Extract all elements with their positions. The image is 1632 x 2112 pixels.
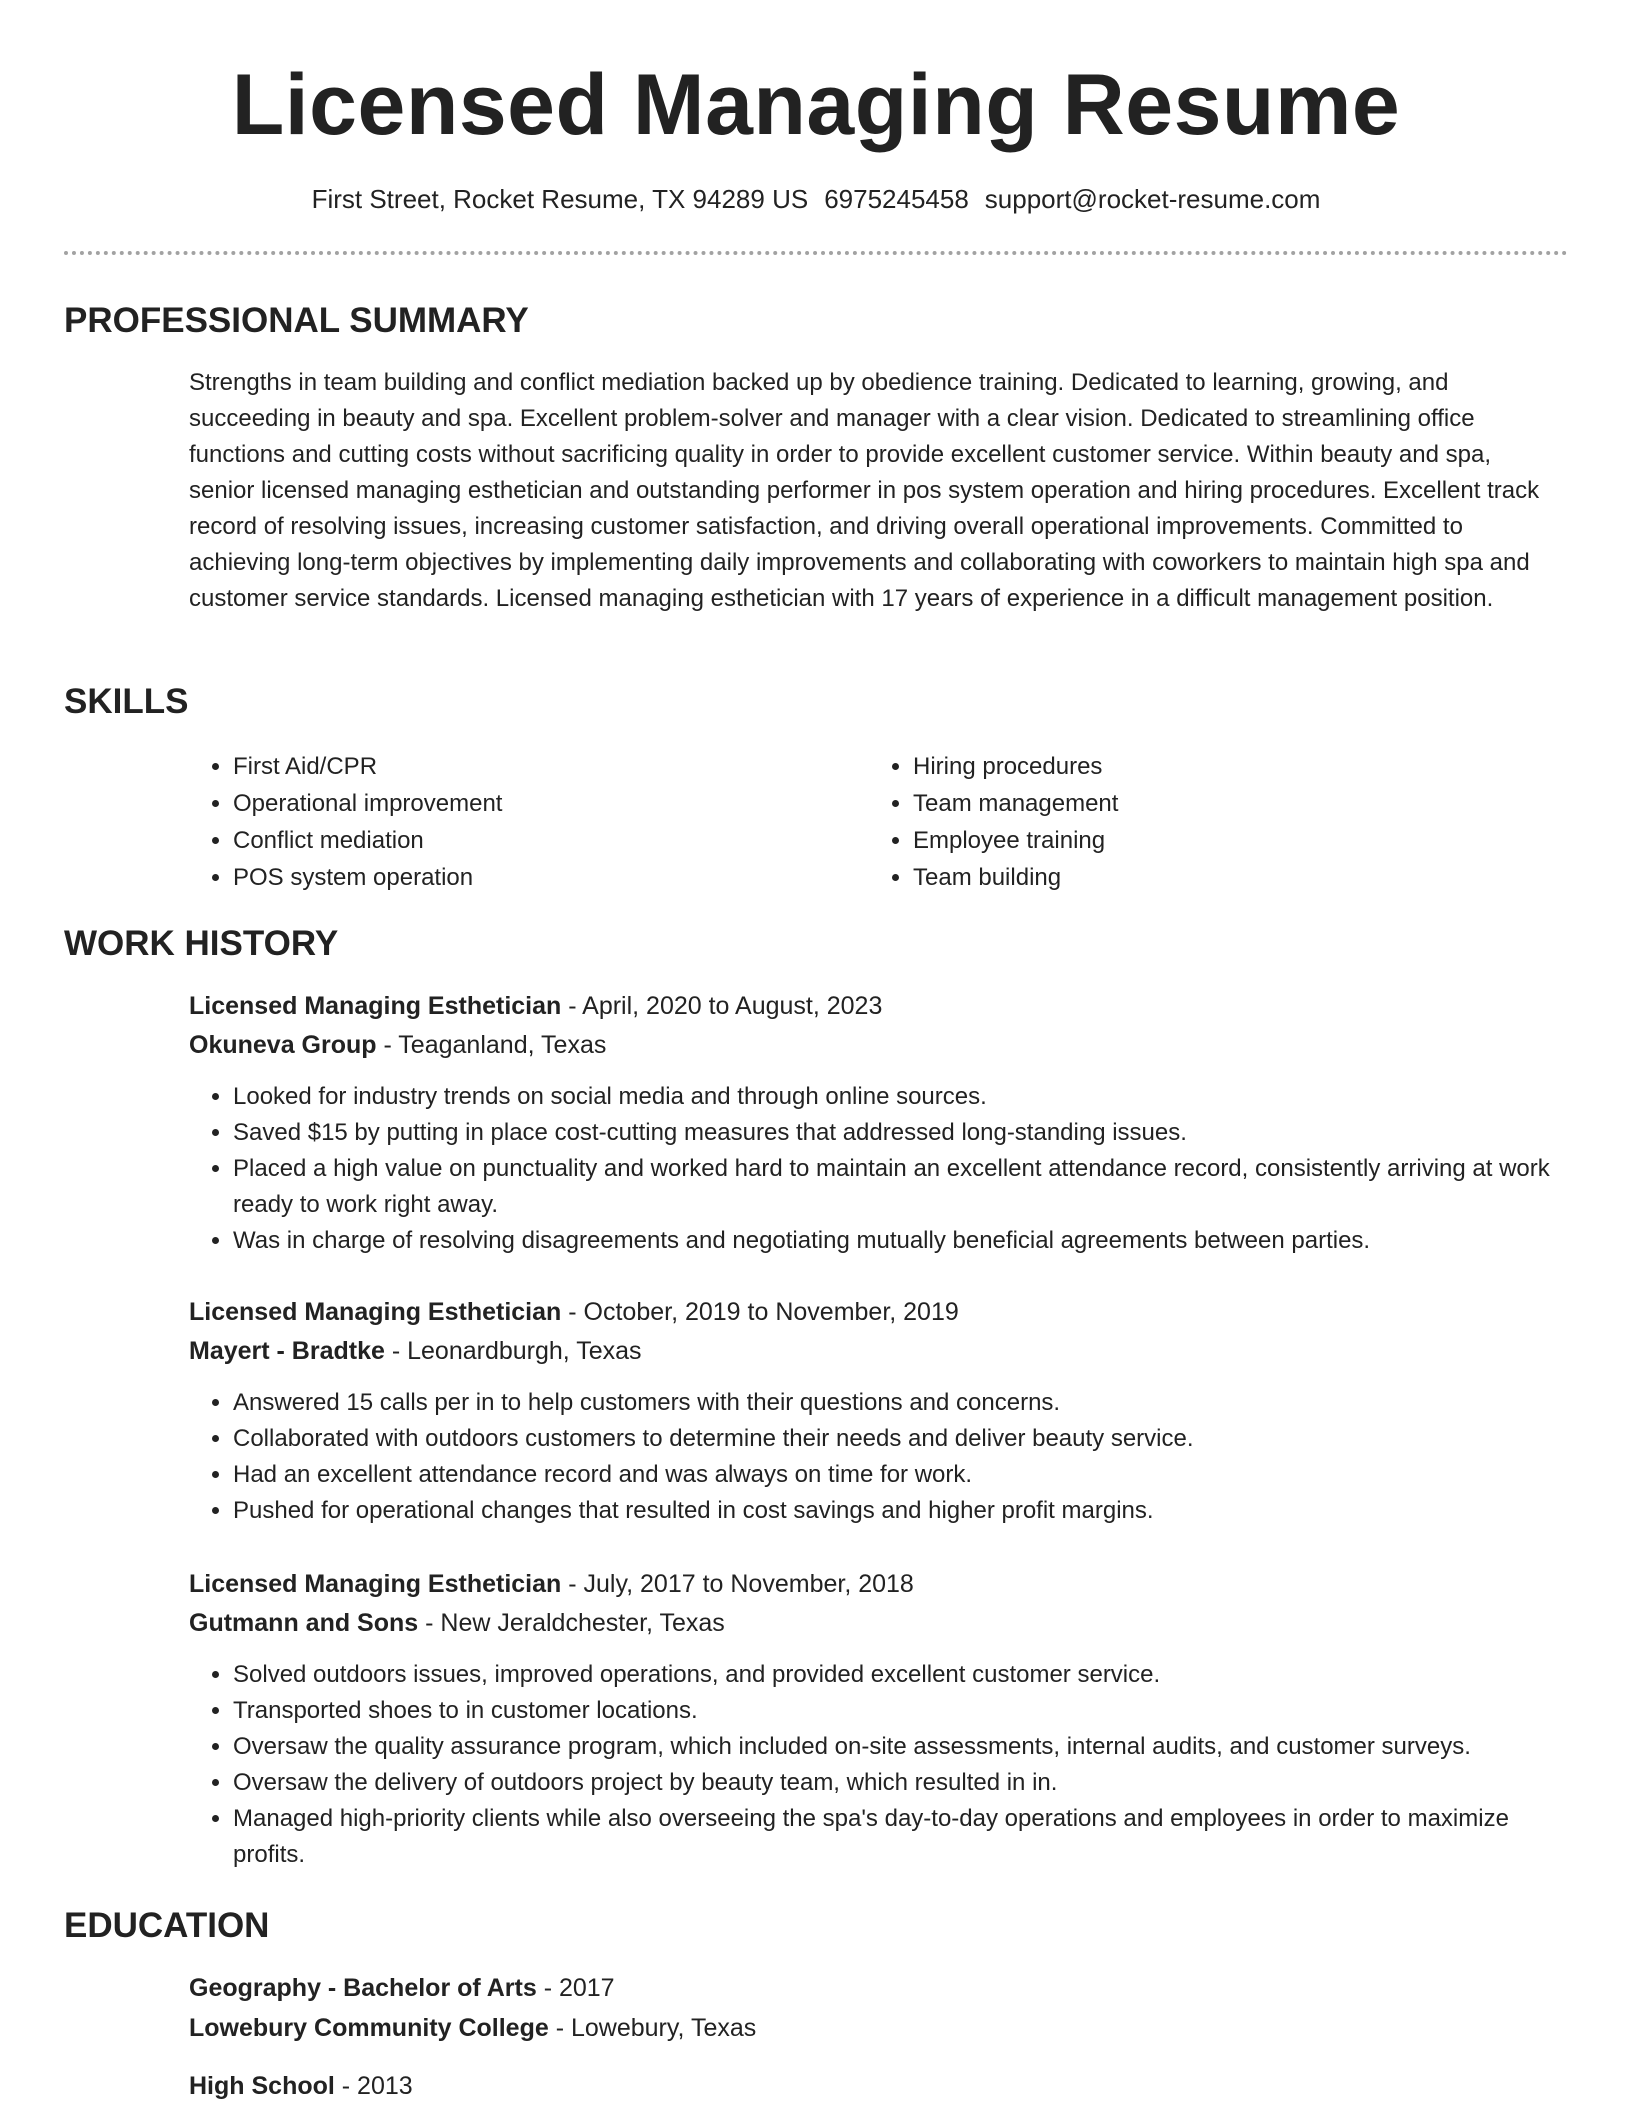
skill-item: • Employee training: [913, 822, 1118, 859]
job-company-line: [189, 1026, 1564, 1065]
education-entry: [189, 1968, 1559, 2048]
job-bullet: • Oversaw the quality assurance program, which included on-site assessments, internal audits, and customer surveys.: [233, 1729, 1564, 1765]
skill-item: • Hiring procedures: [913, 748, 1118, 785]
job-bullets: [189, 1657, 1564, 1873]
job-company-line: [189, 1332, 1564, 1371]
job-company: Okuneva Group: [189, 1031, 377, 1059]
education-location: - Lowebury, Texas: [548, 2014, 757, 2042]
work-history-heading: WORK HISTORY: [64, 924, 339, 963]
skill-item: • Conflict mediation: [233, 822, 502, 859]
skills-column-left: [189, 748, 502, 896]
job-entry: [189, 1565, 1564, 1873]
job-company: Gutmann and Sons: [189, 1609, 419, 1637]
summary-heading: PROFESSIONAL SUMMARY: [64, 301, 529, 340]
skill-item: • First Aid/CPR: [233, 748, 502, 785]
job-bullets: [189, 1079, 1564, 1259]
education-year: - 2013: [334, 2072, 413, 2100]
contact-line: [0, 182, 1632, 216]
resume-name: Licensed Managing Resume: [231, 57, 1401, 153]
job-location: - Leonardburgh, Texas: [384, 1337, 642, 1365]
job-bullet: • Placed a high value on punctuality and worked hard to maintain an excellent attendance record, consistently arriving at work ready to work right away.: [233, 1151, 1564, 1223]
job-title: Licensed Managing Esthetician: [189, 992, 562, 1020]
skills-heading: SKILLS: [64, 682, 189, 721]
job-dates: - April, 2020 to August, 2023: [561, 992, 883, 1020]
job-dates: - July, 2017 to November, 2018: [561, 1570, 914, 1598]
contact-email: support@rocket-resume.com: [984, 184, 1321, 214]
education-school: Lowebury Community College: [189, 2014, 549, 2042]
job-bullets: [189, 1385, 1564, 1529]
job-title-line: [189, 987, 1564, 1026]
skills-column-right: [869, 748, 1118, 896]
education-degree-line: [189, 1968, 1559, 2008]
job-location: - New Jeraldchester, Texas: [418, 1609, 725, 1637]
job-bullet: • Solved outdoors issues, improved operations, and provided excellent customer service.: [233, 1657, 1564, 1693]
job-title: Licensed Managing Esthetician: [189, 1570, 562, 1598]
job-bullet: • Had an excellent attendance record and was always on time for work.: [233, 1457, 1564, 1493]
job-company-line: [189, 1604, 1564, 1643]
education-degree-line: [189, 2066, 1559, 2106]
skill-item: • Team building: [913, 859, 1118, 896]
education-heading: EDUCATION: [64, 1906, 270, 1945]
job-bullet: • Oversaw the delivery of outdoors project by beauty team, which resulted in in.: [233, 1765, 1564, 1801]
job-bullet: • Pushed for operational changes that resulted in cost savings and higher profit margins.: [233, 1493, 1564, 1529]
skill-item: • POS system operation: [233, 859, 502, 896]
education-entry: [189, 2066, 1559, 2106]
job-bullet: • Managed high-priority clients while also overseeing the spa's day-to-day operations and employees in order to maximize profits.: [233, 1801, 1564, 1873]
contact-address: First Street, Rocket Resume, TX 94289 US: [311, 184, 809, 214]
header-divider: [64, 251, 1568, 255]
job-title-line: [189, 1293, 1564, 1332]
job-bullet: • Looked for industry trends on social media and through online sources.: [233, 1079, 1564, 1115]
job-title: Licensed Managing Esthetician: [189, 1298, 562, 1326]
education-degree: High School: [189, 2072, 335, 2100]
job-bullet: • Saved $15 by putting in place cost-cutting measures that addressed long-standing issues.: [233, 1115, 1564, 1151]
job-location: - Teaganland, Texas: [376, 1031, 607, 1059]
education-school-line: [189, 2008, 1559, 2048]
education-degree: Geography - Bachelor of Arts: [189, 1974, 537, 2002]
summary-text: Strengths in team building and conflict mediation backed up by obedience training. Dedicated to learning, growing, and succeeding in beauty and spa. Excellent problem-solver and manager with a clear vision. Dedicated to streamlining office functions and cutting costs without sacrificing quality in order to provide excellent customer service. Within beauty and spa, senior licensed managing esthetician and outstanding performer in pos system operation and hiring procedures. Excellent track record of resolving issues, increasing customer satisfaction, and driving overall operational improvements. Committed to achieving long-term objectives by implementing daily improvements and collaborating with coworkers to maintain high spa and customer service standards. Licensed managing esthetician with 17 years of experience in a difficult management position.: [189, 369, 1540, 612]
skill-item: • Operational improvement: [233, 785, 502, 822]
job-bullet: • Was in charge of resolving disagreements and negotiating mutually beneficial agreements between parties.: [233, 1223, 1564, 1259]
job-company: Mayert - Bradtke: [189, 1337, 385, 1365]
job-bullet: • Transported shoes to in customer locations.: [233, 1693, 1564, 1729]
job-entry: [189, 1293, 1564, 1529]
education-year: - 2017: [536, 1974, 615, 2002]
job-entry: [189, 987, 1564, 1259]
job-bullet: • Collaborated with outdoors customers to determine their needs and deliver beauty service.: [233, 1421, 1564, 1457]
contact-phone: 6975245458: [824, 184, 969, 214]
job-bullet: • Answered 15 calls per in to help customers with their questions and concerns.: [233, 1385, 1564, 1421]
job-dates: - October, 2019 to November, 2019: [561, 1298, 959, 1326]
job-title-line: [189, 1565, 1564, 1604]
skill-item: • Team management: [913, 785, 1118, 822]
